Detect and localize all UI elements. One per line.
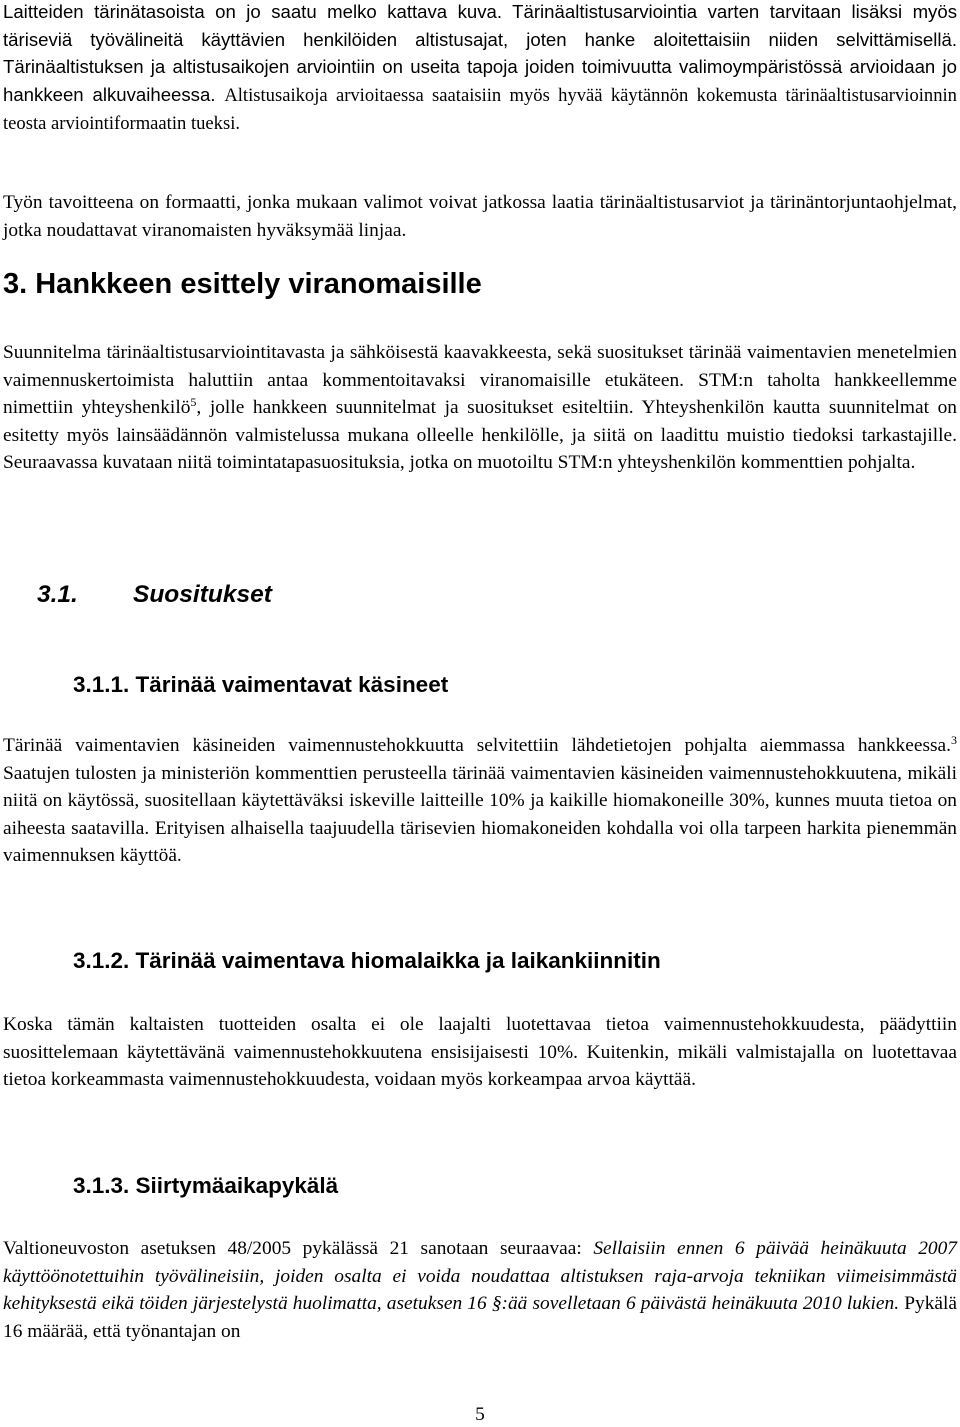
intro-paragraph <box>3 0 957 138</box>
section-3-1-title: Suositukset <box>133 581 272 608</box>
intro-sentence-1: Laitteiden tärinätasoista on jo saatu melko kattava kuva. Tärinäaltistusarviointia varten tarvitaan lisäksi myös täriseviä työvälineitä käyttävien henkilöiden altistusajat, joten hanke aloitettaisiin niiden selvittämisellä. <box>3 1 957 50</box>
page-number: 5 <box>475 1404 485 1425</box>
section-3-1-1-text-part1: Tärinää vaimentavien käsineiden vaimennustehokkuutta selvitettiin lähdetietojen pohjalta aiemmassa hankkeessa. <box>3 735 951 756</box>
section-3-1-2-paragraph: Koska tämän kaltaisten tuotteiden osalta ei ole laajalti luotettavaa tietoa vaimennustehokkuudesta, päädyttiin suosittelemaan käytettävänä vaimennustehokkuutena ensisijaisesti 10%. Kuitenkin, mikäli valmistajalla on luotettavaa tietoa korkeammasta vaimennustehokkuudesta, voidaan myös korkeampaa arvoa käyttää. <box>3 1014 957 1090</box>
footnote-ref-5: 5 <box>190 395 197 409</box>
section-3-1-3-text-part2: Pykälä 16 määrää, että työnantajan on <box>3 1293 957 1342</box>
intro-sentence-3: Altistusaikoja arvioitaessa saataisiin myös hyvää käytännön kokemusta tärinäaltistusarvioinnin teosta arviointiformaatin tueksi. <box>3 84 957 134</box>
goal-paragraph: Työn tavoitteena on formaatti, jonka mukaan valimot voivat jatkossa laatia tärinäaltistusarviot ja tärinäntorjuntaohjelmat, jotka noudattavat viranomaisten hyväksymää linjaa. <box>3 192 957 241</box>
section-3-1-3-heading: 3.1.3. Siirtymäaikapykälä <box>73 1173 339 1198</box>
section-3-1-3-text-part1: Valtioneuvoston asetuksen 48/2005 pykälässä 21 sanotaan seuraavaa: <box>3 1238 594 1259</box>
section-3-1-1-heading: 3.1.1. Tärinää vaimentavat käsineet <box>73 672 449 697</box>
footnote-ref-3: 3 <box>951 733 957 747</box>
section-3-1-3-paragraph <box>3 1235 957 1345</box>
section-3-paragraph <box>3 339 957 477</box>
section-3-1-number: 3.1. <box>37 581 78 608</box>
section-3-1-1-paragraph <box>3 732 957 870</box>
section-3-heading: 3. Hankkeen esittely viranomaisille <box>3 268 482 300</box>
section-3-text-part2: , jolle hankkeen suunnitelmat ja suositukset esiteltiin. Yhteyshenkilön kautta suunnitelmat on esitetty myös lainsäädännön valmistelussa mukana olleelle henkilölle, ja siitä on laadittu muistio tiedoksi tarkastajille. Seuraavassa kuvataan niitä toimintatapasuosituksia, jotka on muotoiltu STM:n yhteyshenkilön kommenttien pohjalta. <box>3 397 957 473</box>
section-3-1-1-text-part2: Saatujen tulosten ja ministeriön kommenttien perusteella tärinää vaimentavien käsineiden vaimennustehokkuutena, mikäli niitä on käytössä, suositellaan käytettäväksi iskeville laitteille 10% ja kaikille hiomakoneille 30%, kunnes muuta tietoa on aiheesta saatavilla. Erityisen alhaisella taajuudella tärisevien hiomakoneiden kohdalla voi olla tarpeen harkita pienemmän vaimennuksen käyttöä. <box>3 762 957 866</box>
intro-sentence-2: Tärinäaltistuksen ja altistusaikojen arviointiin on useita tapoja joiden toimivuutta valimoympäristössä arvioidaan jo hankkeen alkuvaiheessa. <box>3 56 957 105</box>
section-3-text-part1: Suunnitelma tärinäaltistusarviointitavasta ja sähköisestä kaavakkeesta, sekä suositukset tärinää vaimentavien menetelmien vaimennuskertoimista haluttiin antaa kommentoitavaksi viranomaisille etukäteen. STM:n taholta hankkeellemme nimettiin yhteyshenkilö <box>3 342 957 418</box>
decree-quote: Sellaisiin ennen 6 päivää heinäkuuta 2007 käyttöönotettuihin työvälineisiin, joiden osalta ei voida noudattaa altistuksen raja-arvoja tekniikan viimeisimmästä kehityksestä eikä töiden järjestelystä huolimatta, asetuksen 16 §:ää sovelletaan 6 päivästä heinäkuuta 2010 lukien. <box>3 1238 957 1314</box>
section-3-1-2-heading: 3.1.2. Tärinää vaimentava hiomalaikka ja laikankiinnitin <box>73 948 661 973</box>
